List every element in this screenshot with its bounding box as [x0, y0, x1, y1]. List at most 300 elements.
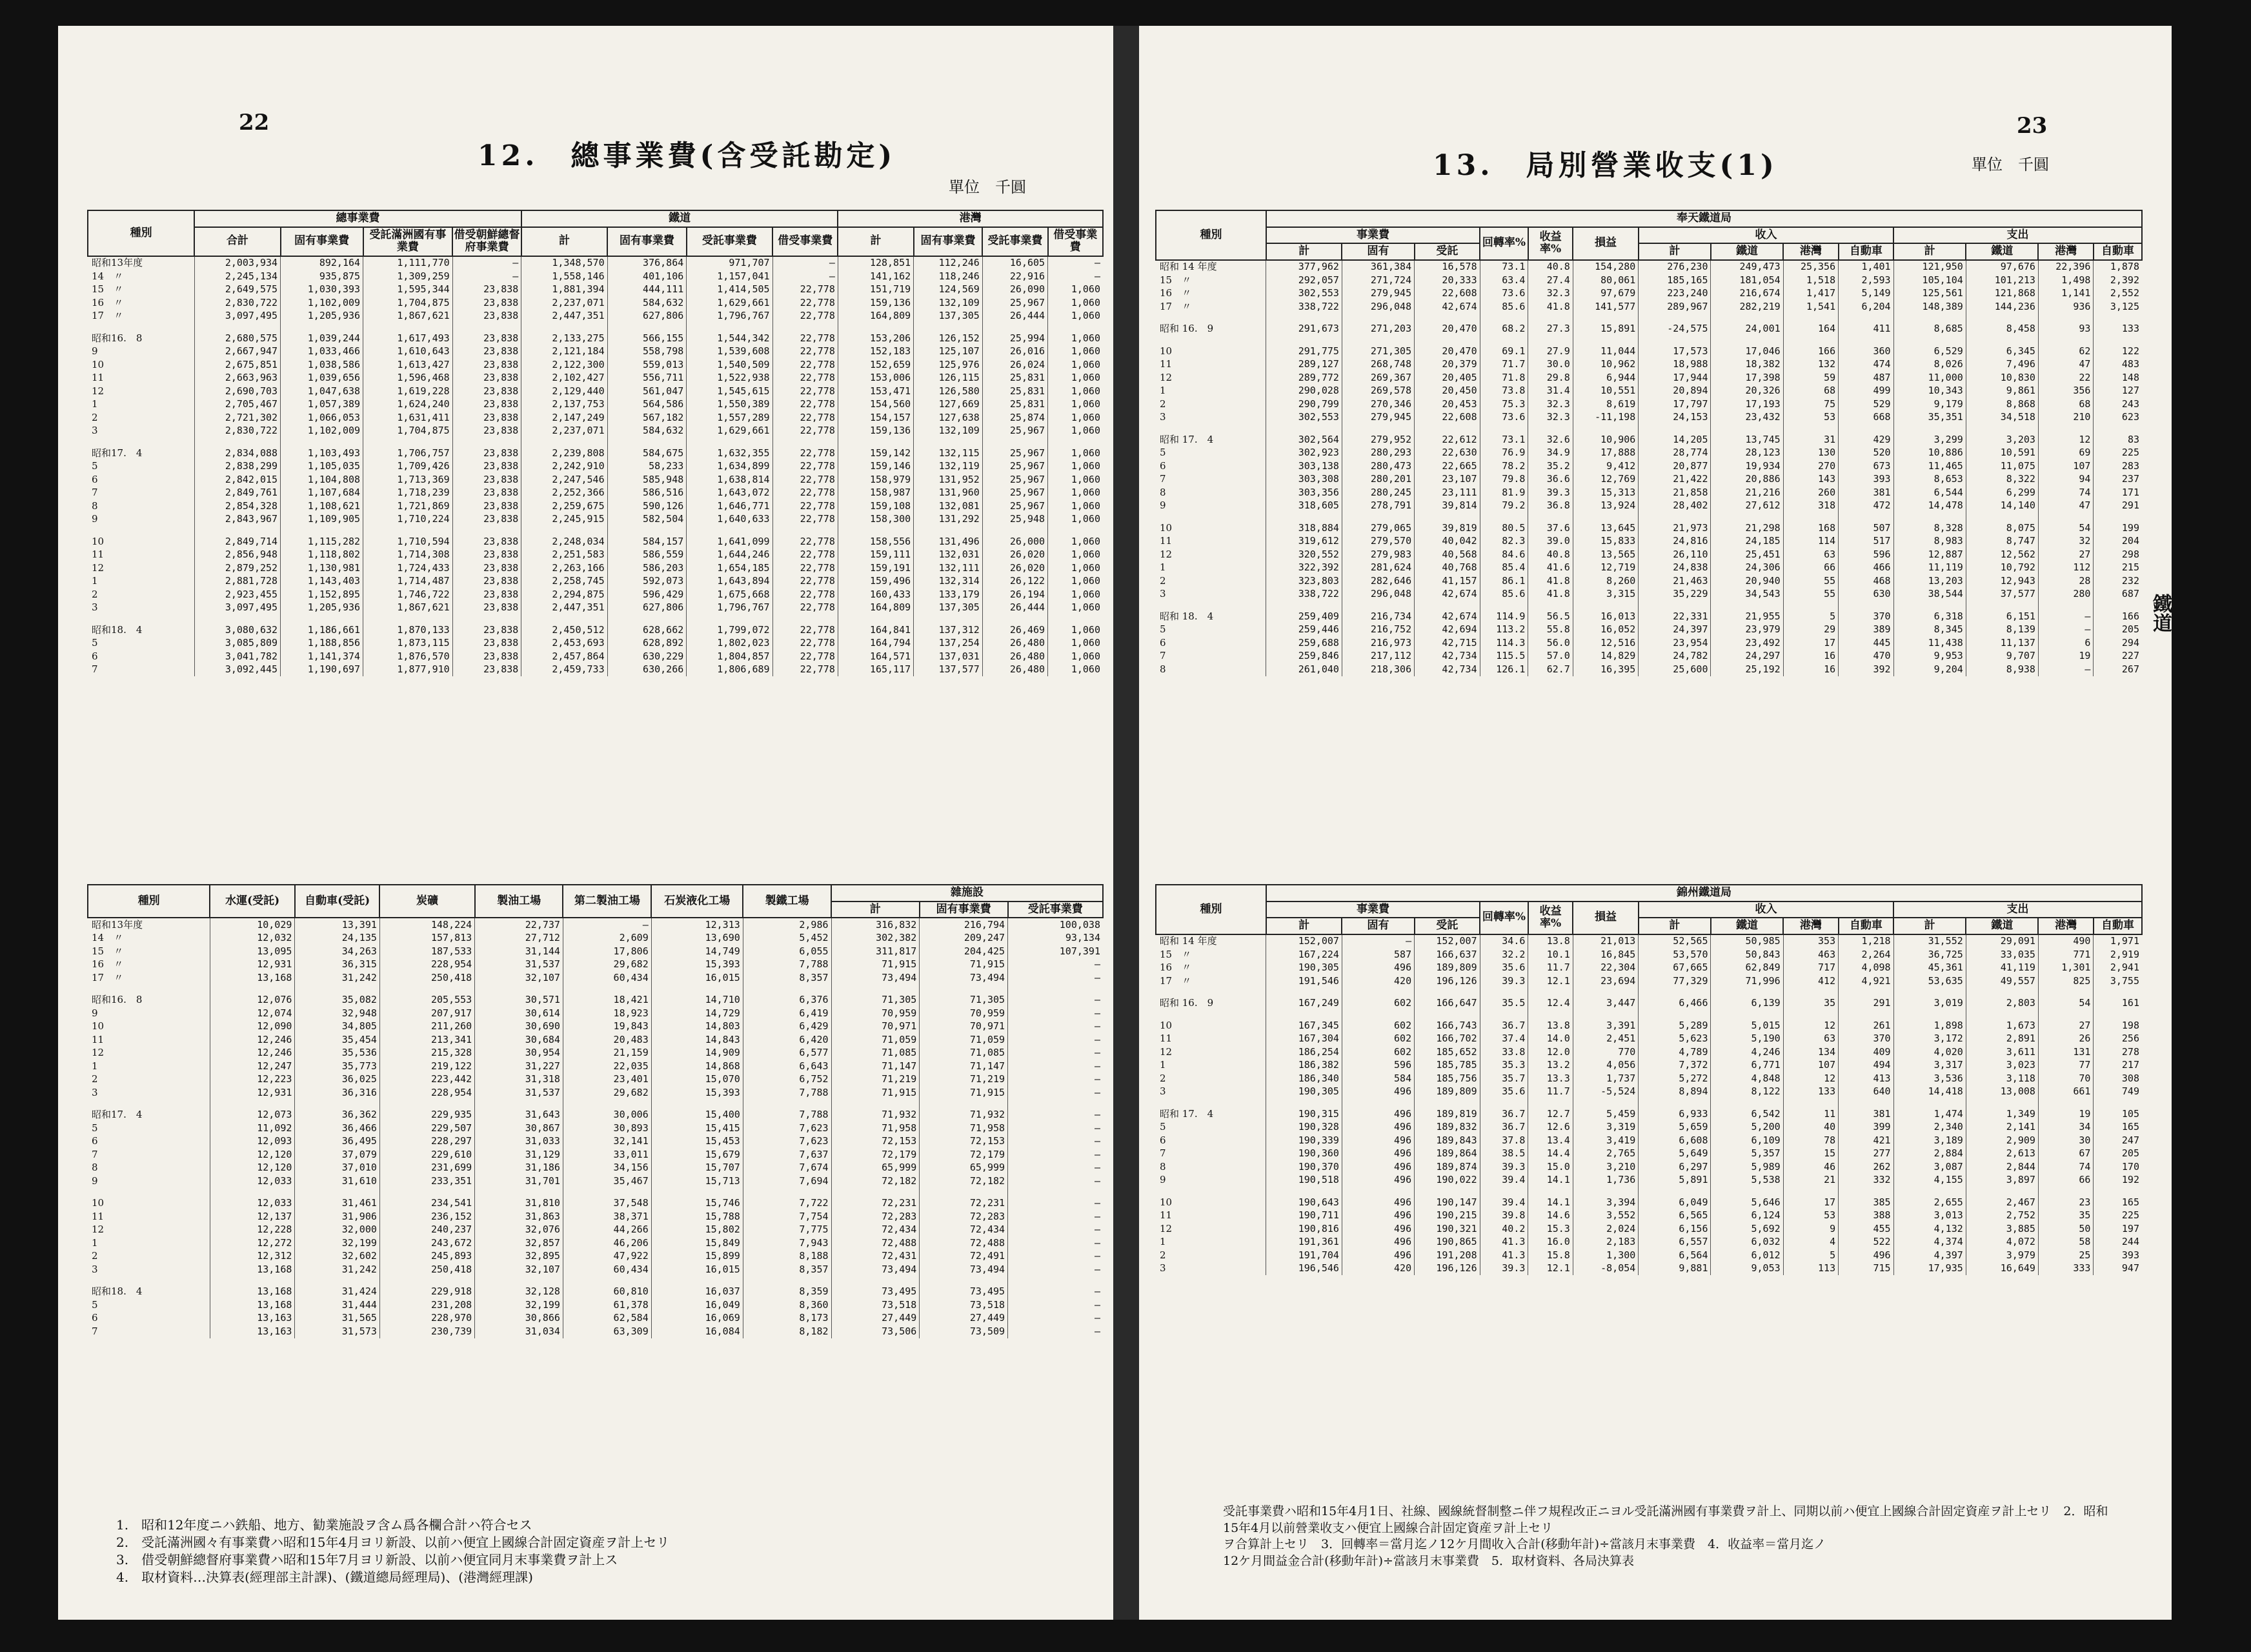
table-cell: 10,343 [1893, 385, 1966, 398]
table-cell: 5,200 [1711, 1121, 1783, 1134]
table-cell: 4,098 [1839, 962, 1893, 975]
table-cell: 2,447,351 [521, 601, 607, 615]
table-cell: 31,573 [295, 1325, 380, 1338]
table-row [88, 1298, 1103, 1312]
table-cell: 31,863 [475, 1210, 563, 1224]
table-cell [1639, 988, 1711, 997]
table-cell: 2,247,546 [521, 473, 607, 487]
table-cell [1966, 336, 2038, 345]
table-cell: 31,906 [295, 1210, 380, 1224]
table-row [88, 1276, 1103, 1285]
table-cell: 81.9 [1480, 486, 1528, 499]
table-cell: 41.8 [1528, 574, 1573, 588]
table-cell: 85.4 [1480, 561, 1528, 575]
table-cell: 12,073 [210, 1109, 295, 1122]
table-cell: 190,321 [1415, 1222, 1480, 1236]
table-cell: 25,967 [982, 447, 1047, 460]
table-cell: 1,060 [1048, 296, 1103, 310]
table-cell: 7,788 [743, 1109, 831, 1122]
table-row [1156, 371, 2142, 385]
table-cell: 2,467 [1966, 1196, 2038, 1209]
table-row [88, 310, 1103, 323]
row-label: 11 [92, 549, 105, 561]
table-cell: 26,444 [982, 310, 1047, 323]
table-cell: 118,246 [914, 270, 983, 283]
table-cell [651, 1276, 743, 1285]
header-h-own: 固有事業費 [914, 227, 983, 256]
table-cell: 28 [2038, 574, 2093, 588]
table-cell: 63,309 [563, 1325, 651, 1338]
table-cell: 26,480 [982, 650, 1047, 663]
table-cell: 36,495 [295, 1135, 380, 1149]
table-cell: 483 [2094, 358, 2142, 372]
table-row [1156, 1262, 2142, 1276]
row-label: 昭和 16. 9 [1160, 997, 1214, 1009]
table-cell [1342, 336, 1414, 345]
table-cell: 3,299 [1893, 433, 1966, 447]
table-cell: 1,118,802 [281, 549, 363, 562]
table-cell: 54 [2038, 521, 2093, 535]
table-cell: 13,168 [210, 1298, 295, 1312]
table-cell: 14,749 [651, 945, 743, 958]
header-exp-group: 事業費 [1266, 227, 1480, 244]
table-cell: 590,126 [607, 499, 687, 513]
table-cell [452, 526, 521, 535]
table-cell: 77,329 [1639, 974, 1711, 988]
table-cell: 1,873,115 [363, 637, 453, 650]
table-cell: 6,564 [1639, 1249, 1711, 1262]
table-cell: 1,539,608 [687, 345, 772, 359]
table-cell [831, 1188, 920, 1197]
table-cell: 2,649,575 [194, 283, 280, 297]
table-cell: 2,024 [1573, 1222, 1638, 1236]
table-cell: 23,838 [452, 637, 521, 650]
table-cell: 85.6 [1480, 588, 1528, 601]
table-cell: 22,778 [772, 398, 838, 412]
table-row [88, 1122, 1103, 1135]
table-cell: 132,109 [914, 425, 983, 438]
table-row [1156, 548, 2142, 561]
table-cell: 4,020 [1893, 1045, 1966, 1059]
table-cell: 16,845 [1573, 948, 1638, 962]
table-cell: 420 [1342, 1262, 1414, 1276]
table-cell: 41,157 [1415, 574, 1480, 588]
table-cell: 296,048 [1342, 300, 1414, 314]
table-cell: 250,418 [379, 971, 474, 985]
table-cell: 22,778 [772, 499, 838, 513]
table-cell: 12,562 [1966, 548, 2038, 561]
table-cell: 11 [1783, 1107, 1838, 1121]
table-row [88, 1285, 1103, 1299]
table-cell: 97,676 [1966, 260, 2038, 274]
table-cell [1266, 314, 1342, 323]
table-cell: 6,204 [1839, 300, 1893, 314]
table-cell [1966, 424, 2038, 433]
table-cell: 26,480 [982, 663, 1047, 677]
table-cell: 8,868 [1966, 398, 2038, 411]
table-cell: 1,102,009 [281, 296, 363, 310]
table-cell: 71,996 [1711, 974, 1783, 988]
table-cell: 1,876,570 [363, 650, 453, 663]
header-kind: 種別 [1156, 885, 1266, 934]
table-cell: 213,341 [379, 1033, 474, 1047]
table-cell: 1,646,771 [687, 499, 772, 513]
table-cell: 20,379 [1415, 358, 1480, 372]
table-cell: 389 [1839, 623, 1893, 637]
table-cell: 1,152,895 [281, 588, 363, 601]
table-cell: 73,495 [920, 1285, 1008, 1299]
table-cell: 137,312 [914, 623, 983, 637]
table-row [88, 499, 1103, 513]
table-cell: 5 [1783, 1249, 1838, 1262]
table-cell: 71,932 [920, 1109, 1008, 1122]
table-cell: 21,463 [1639, 574, 1711, 588]
table-cell: 186,382 [1266, 1059, 1342, 1073]
table-cell: 250,418 [379, 1263, 474, 1276]
table-cell: 35,467 [563, 1174, 651, 1188]
table-cell: 39.8 [1480, 1209, 1528, 1223]
table-cell: 94 [2038, 473, 2093, 487]
table-cell: 25,600 [1639, 663, 1711, 676]
table-cell: 445 [1839, 636, 1893, 650]
table-cell: 6,420 [743, 1033, 831, 1047]
table-cell: 1,870,133 [363, 623, 453, 637]
table-cell: 1,066,053 [281, 411, 363, 425]
table-cell [1711, 424, 1783, 433]
row-label: 11 [92, 372, 105, 384]
table-cell: 73,518 [831, 1298, 920, 1312]
table-cell [1966, 1187, 2038, 1196]
table-cell: 25,967 [982, 487, 1047, 500]
table-cell: 47,922 [563, 1250, 651, 1264]
row-label: 2 [1160, 574, 1166, 587]
table-cell: 53 [1783, 1209, 1838, 1223]
table-cell: 6,376 [743, 994, 831, 1007]
table-cell: 25,874 [982, 411, 1047, 425]
table-cell: 231,208 [379, 1298, 474, 1312]
table-cell: 133 [1783, 1085, 1838, 1099]
table-cell: -5,524 [1573, 1085, 1638, 1099]
table-cell: 6,529 [1893, 345, 1966, 358]
row-label: 昭和16. 8 [92, 332, 143, 344]
table-cell: 31,461 [295, 1197, 380, 1211]
table-cell [1639, 314, 1711, 323]
table-cell: 71,305 [920, 994, 1008, 1007]
table-row [1156, 336, 2142, 345]
table-row [88, 588, 1103, 601]
table-cell: 68.2 [1480, 323, 1528, 336]
table-cell [1893, 988, 1966, 997]
table-cell: 4,921 [1839, 974, 1893, 988]
table-cell: 1,550,389 [687, 398, 772, 412]
table-cell: 23,838 [452, 535, 521, 549]
row-label: 昭和13年度 [92, 257, 143, 269]
table-cell: 409 [1839, 1045, 1893, 1059]
table-row [1156, 260, 2142, 274]
table-cell [452, 438, 521, 447]
header-kind: 種別 [88, 885, 210, 918]
table-cell: — [1008, 1210, 1103, 1224]
table-cell: 166,702 [1415, 1032, 1480, 1046]
table-cell: 20,483 [563, 1033, 651, 1047]
table-cell: 602 [1342, 997, 1414, 1011]
table-cell [1783, 314, 1838, 323]
table-cell [1839, 424, 1893, 433]
table-cell [687, 614, 772, 623]
table-cell: 236,152 [379, 1210, 474, 1224]
table-cell: 38,544 [1893, 588, 1966, 601]
table-cell: 3,315 [1573, 588, 1638, 601]
table-cell: 22,608 [1415, 411, 1480, 425]
table-cell: 192 [2094, 1174, 2142, 1187]
table-cell: 17 [1783, 1196, 1838, 1209]
table-cell: 105,104 [1893, 274, 1966, 287]
table-cell: 271,305 [1342, 345, 1414, 358]
table-row [88, 425, 1103, 438]
table-cell: 159,191 [838, 561, 913, 575]
table-cell: 25,994 [982, 332, 1047, 345]
table-cell: 189,809 [1415, 962, 1480, 975]
row-label: 15 〃 [1160, 948, 1192, 960]
table-cell: 522 [1839, 1236, 1893, 1249]
header-pl: 損益 [1573, 227, 1638, 260]
table-cell: 79.2 [1480, 499, 1528, 513]
table-cell [1783, 1010, 1838, 1019]
header-kind: 種別 [1156, 210, 1266, 260]
table-cell: 2,245,915 [521, 513, 607, 527]
table-row [1156, 974, 2142, 988]
table-cell: — [1008, 1047, 1103, 1060]
table-cell: 1,060 [1048, 460, 1103, 474]
table-cell: 623 [2094, 411, 2142, 425]
table-cell [772, 614, 838, 623]
table-cell: 2,881,728 [194, 575, 280, 589]
table-row [88, 1148, 1103, 1162]
table-cell: 6,466 [1639, 997, 1711, 1011]
table-cell: 131,496 [914, 535, 983, 549]
total-expense-table [87, 210, 1104, 676]
table-cell: 279,065 [1342, 521, 1414, 535]
table-cell: 166 [2094, 610, 2142, 623]
table-cell: 13,168 [210, 971, 295, 985]
table-cell [1639, 336, 1711, 345]
table-cell: 21,216 [1711, 486, 1783, 499]
table-cell: 17,398 [1711, 371, 1783, 385]
table-cell: 280 [2038, 588, 2093, 601]
table-cell: 36.7 [1480, 1019, 1528, 1032]
row-label: 17 〃 [1160, 974, 1192, 987]
table-cell: 196,126 [1415, 1262, 1480, 1276]
table-cell: 8,653 [1893, 473, 1966, 487]
table-cell: 26,020 [982, 549, 1047, 562]
table-cell: 26,024 [982, 358, 1047, 372]
table-cell: 227 [2094, 650, 2142, 663]
page-number: 23 [2017, 113, 2048, 139]
table-row [1156, 1098, 2142, 1107]
table-cell: 1,060 [1048, 283, 1103, 297]
table-cell: 16 [1783, 663, 1838, 676]
table-cell: 259,409 [1266, 610, 1342, 623]
table-cell: 1,205,936 [281, 310, 363, 323]
table-cell: 127,669 [914, 398, 983, 412]
table-cell: 1,417 [1783, 287, 1838, 301]
table-cell: 159,496 [838, 575, 913, 589]
table-cell: 8,188 [743, 1250, 831, 1264]
table-cell: 166,637 [1415, 948, 1480, 962]
table-cell: — [1008, 1109, 1103, 1122]
table-cell: 1,638,814 [687, 473, 772, 487]
table-cell: 6,608 [1639, 1134, 1711, 1147]
table-cell [295, 1276, 380, 1285]
table-cell: 40 [1783, 1121, 1838, 1134]
header-out-rail: 鐵道 [1966, 918, 2038, 934]
table-cell [1573, 1187, 1638, 1196]
table-cell: 228,297 [379, 1135, 474, 1149]
table-cell [920, 1188, 1008, 1197]
table-cell: 26,194 [982, 588, 1047, 601]
table-cell: 78.2 [1480, 459, 1528, 473]
table-cell: 37,577 [1966, 588, 2038, 601]
table-cell: 40,042 [1415, 535, 1480, 549]
table-cell: 12,943 [1966, 574, 2038, 588]
table-cell: 22,778 [772, 601, 838, 615]
table-cell: 316,832 [831, 918, 920, 932]
footnotes [1223, 1504, 2120, 1570]
table-cell: 5,015 [1711, 1019, 1783, 1032]
table-cell: 8,357 [743, 1263, 831, 1276]
table-cell: 22,612 [1415, 433, 1480, 447]
table-cell: 32,199 [475, 1298, 563, 1312]
table-cell: 2,765 [1573, 1147, 1638, 1161]
table-cell: 1,806,689 [687, 663, 772, 677]
table-cell: 1,301 [2038, 962, 2093, 975]
table-cell: 186,340 [1266, 1072, 1342, 1085]
table-cell: 42,674 [1415, 588, 1480, 601]
table-cell: 2,003,934 [194, 256, 280, 270]
row-label: 6 [1160, 459, 1166, 472]
table-cell: 30,866 [475, 1312, 563, 1325]
table-cell: 6,542 [1711, 1107, 1783, 1121]
table-cell: -8,054 [1573, 1262, 1638, 1276]
table-cell: 25,967 [982, 425, 1047, 438]
table-cell: 1,103,493 [281, 447, 363, 460]
table-cell: 216,674 [1711, 287, 1783, 301]
table-cell: 10,551 [1573, 385, 1638, 398]
table-cell: 15,070 [651, 1073, 743, 1087]
row-label: 2 [92, 1250, 98, 1262]
table-cell: 1,300 [1573, 1249, 1638, 1262]
table-cell: 36,466 [295, 1122, 380, 1135]
table-cell: 80,061 [1573, 274, 1638, 287]
row-label: 9 [1160, 499, 1166, 512]
table-cell: 32,895 [475, 1250, 563, 1264]
table-cell [1480, 988, 1528, 997]
table-cell: 38,371 [563, 1210, 651, 1224]
table-cell: 204,425 [920, 945, 1008, 958]
table-cell: 72,434 [920, 1224, 1008, 1237]
table-cell: 280,201 [1342, 473, 1414, 487]
table-cell [1415, 1187, 1480, 1196]
table-cell: 3,552 [1573, 1209, 1638, 1223]
table-cell: 3,203 [1966, 433, 2038, 447]
header-out-total: 計 [1893, 243, 1966, 260]
table-cell: 164 [1783, 323, 1838, 336]
table-cell: 3,317 [1893, 1059, 1966, 1073]
table-cell: 37,548 [563, 1197, 651, 1211]
table-cell: 35.6 [1480, 962, 1528, 975]
row-label [1156, 1010, 1266, 1019]
row-label: 7 [1160, 650, 1166, 662]
table-cell: 164,841 [838, 623, 913, 637]
table-cell: 230,739 [379, 1325, 474, 1338]
table-cell: 1,675,668 [687, 588, 772, 601]
table-cell: 229,935 [379, 1109, 474, 1122]
row-label [88, 438, 194, 447]
table-cell: 13,690 [651, 932, 743, 945]
table-cell: 37,010 [295, 1162, 380, 1175]
table-cell: 24,135 [295, 932, 380, 945]
table-cell: 39,814 [1415, 499, 1480, 513]
table-cell: 4,397 [1893, 1249, 1966, 1262]
row-label: 3 [92, 601, 98, 614]
table-cell: 353 [1783, 934, 1838, 949]
table-cell: 1,188,856 [281, 637, 363, 650]
table-cell [1839, 336, 1893, 345]
table-cell: 72,434 [831, 1224, 920, 1237]
table-cell: 3,092,445 [194, 663, 280, 677]
table-cell: 596 [1839, 548, 1893, 561]
table-cell: 15,713 [651, 1174, 743, 1188]
table-cell: 12,769 [1573, 473, 1638, 487]
table-cell: 56.0 [1528, 636, 1573, 650]
table-row [88, 575, 1103, 589]
table-row [88, 1197, 1103, 1211]
table-cell [1008, 1276, 1103, 1285]
row-label: 5 [1160, 1121, 1166, 1133]
table-cell [1711, 601, 1783, 610]
table-row [88, 985, 1103, 994]
table-cell [281, 323, 363, 332]
row-label [1156, 1187, 1266, 1196]
table-cell: 13,203 [1893, 574, 1966, 588]
table-row [88, 323, 1103, 332]
table-cell: 24,838 [1639, 561, 1711, 575]
table-cell: 70,971 [920, 1020, 1008, 1034]
table-cell: 1,629,661 [687, 425, 772, 438]
table-cell: — [1008, 994, 1103, 1007]
table-cell: 35.2 [1528, 459, 1573, 473]
table-cell [2038, 1010, 2093, 1019]
table-cell [210, 1188, 295, 1197]
table-cell: 21 [1783, 1174, 1838, 1187]
table-cell: 1,115,282 [281, 535, 363, 549]
table-cell: 22,778 [772, 561, 838, 575]
table-cell: 17,888 [1573, 447, 1638, 460]
table-cell: 280,473 [1342, 459, 1414, 473]
table-cell: 93,134 [1008, 932, 1103, 945]
table-cell: 164,794 [838, 637, 913, 650]
table-cell: 1,746,722 [363, 588, 453, 601]
table-cell: 31,242 [295, 1263, 380, 1276]
table-row [88, 535, 1103, 549]
table-cell: 2,242,910 [521, 460, 607, 474]
table-cell: 12 [1783, 1019, 1838, 1032]
section-title: 奉天鐵道局 [1266, 210, 2142, 227]
table-cell: 413 [1839, 1072, 1893, 1085]
table-cell [194, 438, 280, 447]
table-cell: 27.4 [1528, 274, 1573, 287]
table-cell: 159,111 [838, 549, 913, 562]
